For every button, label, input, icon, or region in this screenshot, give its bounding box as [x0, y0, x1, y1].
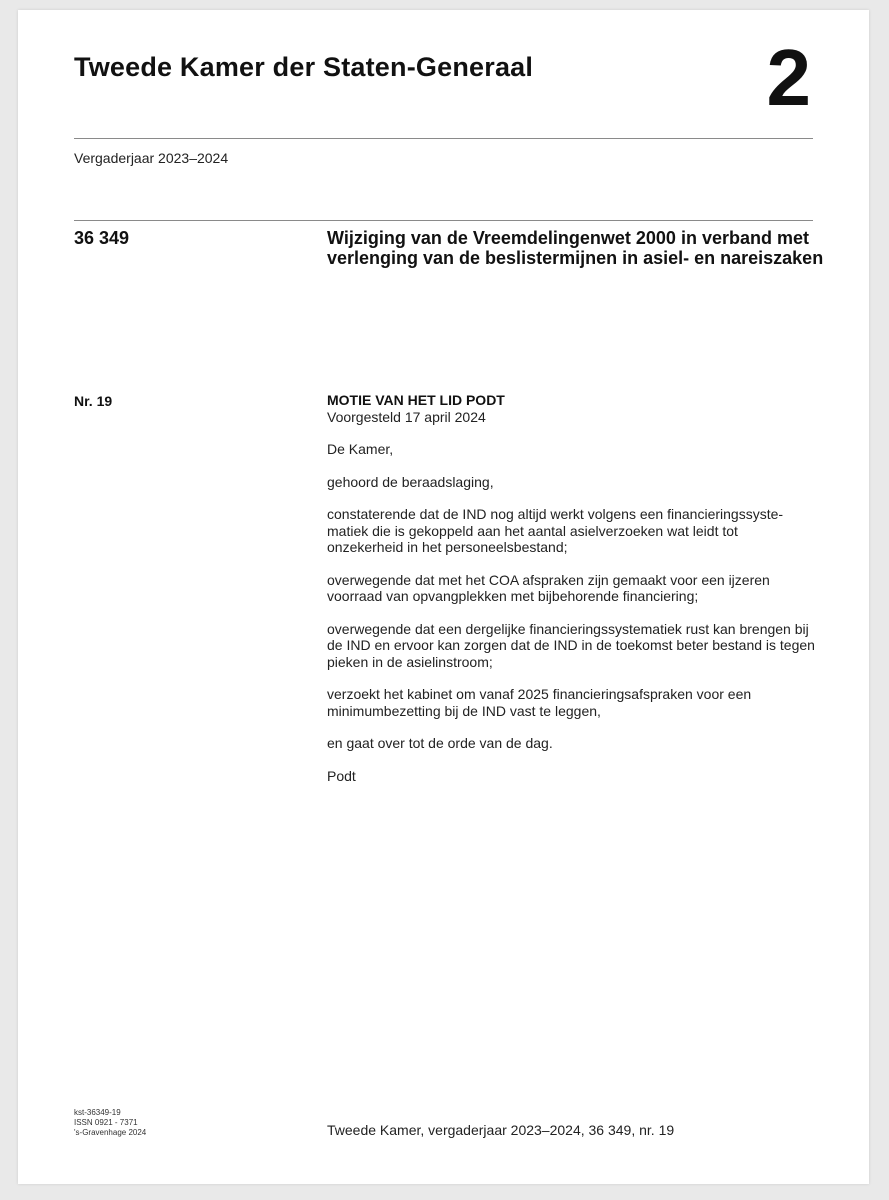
motion-paragraph-constaterende: constaterende dat de IND nog altijd werkt volgens een financieringssyste-matiek die is gekoppeld aan het aantal asielverzoeken wat leidt tot onzekerheid in het personeelsbestand; — [327, 506, 784, 555]
motion-paragraph-addressee: De Kamer, — [327, 441, 394, 457]
footer-reference: Tweede Kamer, vergaderjaar 2023–2024, 36 349, nr. 19 — [327, 1122, 675, 1138]
motion-signature: Podt — [327, 767, 356, 784]
motion-paragraph-overwegende-1: overwegende dat met het COA afspraken zijn gemaakt voor een ijzeren voorraad van opvangplekken met bijbehorende financiering; — [327, 571, 770, 604]
colophon-kst: kst-36349-19 — [74, 1108, 121, 1117]
motion-title: MOTIE VAN HET LID PODT — [327, 392, 505, 408]
dossier-title: Wijziging van de Vreemdelingenwet 2000 in verband met verlenging van de beslistermijnen in asiel- en nareiszaken — [327, 228, 824, 268]
document-number: Nr. 19 — [74, 393, 113, 409]
motion-paragraph-deliberation: gehoord de beraadslaging, — [327, 473, 494, 490]
session-year: Vergaderjaar 2023–2024 — [74, 150, 229, 166]
motion-paragraph-closing: en gaat over tot de orde van de dag. — [327, 735, 553, 751]
colophon — [74, 1108, 146, 1138]
colophon-issn: ISSN 0921 - 7371 — [74, 1118, 138, 1127]
motion-body — [327, 392, 817, 784]
dossier-number: 36 349 — [74, 228, 130, 248]
motion-paragraph-verzoekt: verzoekt het kabinet om vanaf 2025 financieringsafspraken voor een minimumbezetting bij de IND vast te leggen, — [327, 686, 752, 719]
motion-paragraph-overwegende-2: overwegende dat een dergelijke financieringssystematiek rust kan brengen bij de IND en ervoor kan zorgen dat de IND in de toekomst beter bestand is tegen pieken in de asielinstroom; — [327, 620, 815, 670]
header-divider — [74, 138, 813, 139]
dossier-divider — [74, 220, 813, 221]
colophon-place-year: 's-Gravenhage 2024 — [74, 1128, 147, 1137]
document-page — [18, 10, 869, 1184]
chamber-title: Tweede Kamer der Staten-Generaal — [74, 52, 534, 82]
motion-date: Voorgesteld 17 april 2024 — [327, 408, 486, 425]
page-number: 2 — [766, 33, 811, 122]
